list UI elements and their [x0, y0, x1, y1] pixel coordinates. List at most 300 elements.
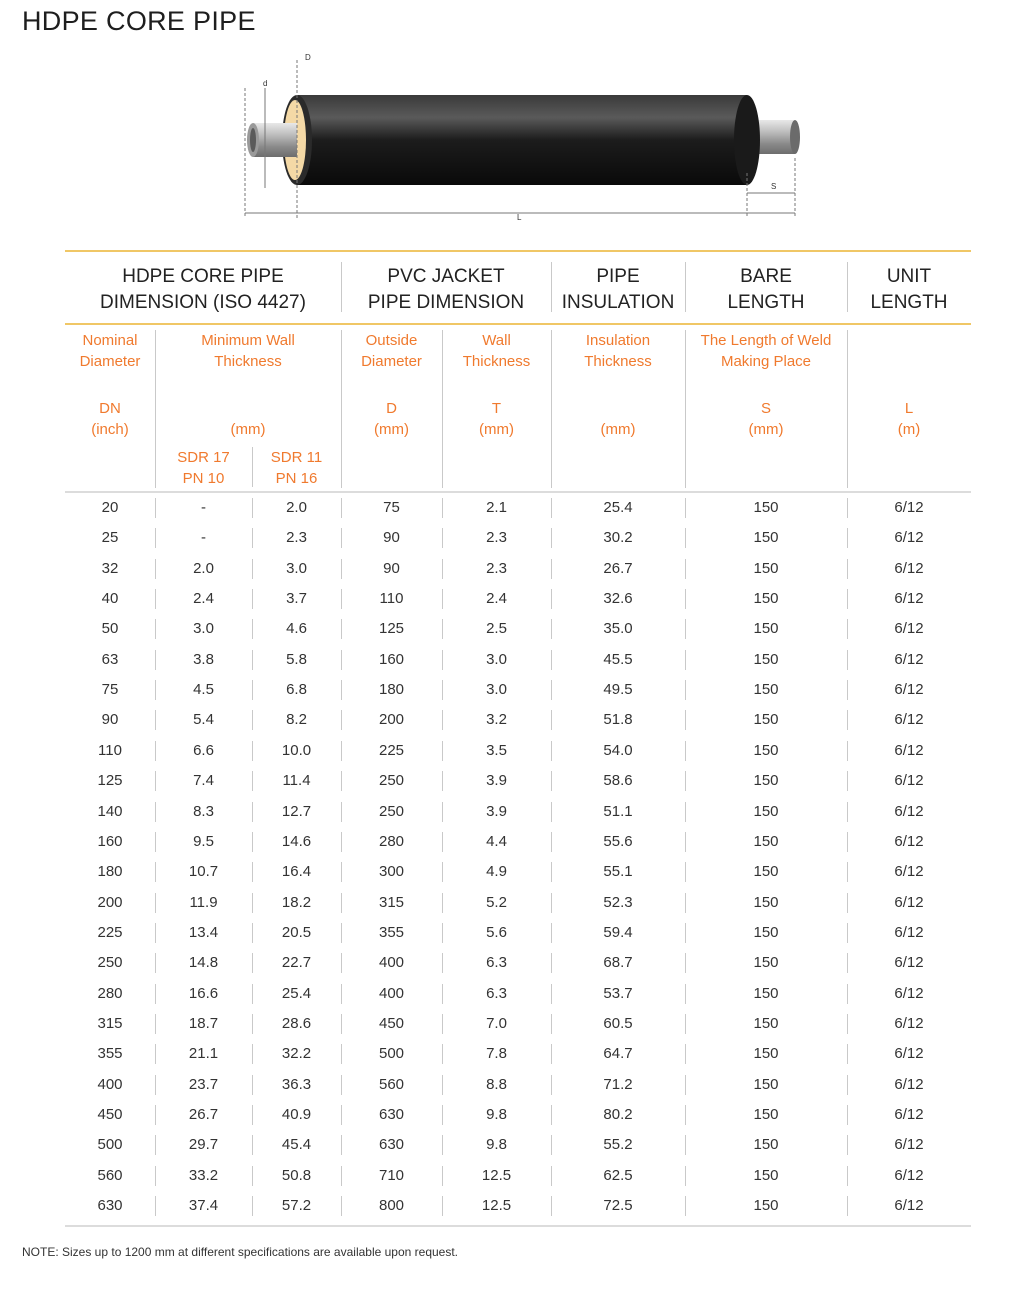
cell-bare-length: 150 [753, 984, 779, 1002]
row-separator [847, 680, 848, 700]
cell-insulation-thickness: 52.3 [603, 893, 633, 911]
cell-dn: 110 [98, 741, 122, 759]
table-row [65, 1100, 971, 1130]
row-separator [442, 559, 443, 579]
cell-outside-diameter: 200 [378, 711, 405, 729]
row-separator [155, 619, 156, 639]
row-separator [847, 953, 848, 973]
row-separator [442, 528, 443, 548]
row-separator [847, 710, 848, 730]
cell-dn: 400 [97, 1075, 123, 1093]
cell-bare-length: 150 [753, 954, 779, 972]
row-separator [442, 1014, 443, 1034]
row-separator [847, 619, 848, 639]
cell-bare-length: 150 [753, 1014, 779, 1032]
cell-sdr17: 33.2 [188, 1166, 219, 1184]
cell-outside-diameter: 125 [378, 620, 405, 638]
cell-insulation-thickness: 45.5 [603, 650, 633, 668]
row-separator [685, 923, 686, 943]
row-separator [155, 771, 156, 791]
cell-wall-thickness: 5.6 [486, 923, 507, 941]
cell-wall-thickness: 6.3 [486, 954, 507, 972]
diagram-label-d: d [263, 79, 268, 88]
cell-wall-thickness: 3.0 [486, 650, 507, 668]
cell-sdr17: 9.5 [193, 832, 214, 850]
row-separator [685, 680, 686, 700]
cell-bare-length: 150 [753, 1197, 779, 1215]
row-separator [551, 680, 552, 700]
cell-unit-length: 6/12 [894, 529, 924, 547]
cell-insulation-thickness: 64.7 [603, 1045, 633, 1063]
diagram-label-D: D [305, 53, 311, 62]
row-separator [442, 710, 443, 730]
row-separator [685, 741, 686, 761]
row-separator [341, 710, 342, 730]
row-separator [155, 559, 156, 579]
row-separator [341, 953, 342, 973]
row-separator [847, 650, 848, 670]
row-separator [551, 802, 552, 822]
row-separator [252, 802, 253, 822]
row-separator [551, 1166, 552, 1186]
row-separator [155, 1044, 156, 1064]
row-separator [551, 1135, 552, 1155]
row-separator [551, 1044, 552, 1064]
row-separator [341, 832, 342, 852]
row-separator [252, 559, 253, 579]
row-separator [155, 528, 156, 548]
cell-sdr11: 18.2 [281, 893, 312, 911]
row-separator [252, 923, 253, 943]
cell-unit-length: 6/12 [894, 1045, 924, 1063]
cell-sdr11: 4.6 [286, 620, 307, 638]
cell-dn: 250 [97, 954, 123, 972]
row-separator [551, 771, 552, 791]
table-row [65, 1191, 971, 1221]
table-row [65, 979, 971, 1009]
group-header-hdpe: HDPE CORE PIPE DIMENSION (ISO 4427) [100, 266, 306, 313]
row-separator [155, 1105, 156, 1125]
row-separator [341, 528, 342, 548]
row-separator [341, 1135, 342, 1155]
table-row [65, 827, 971, 857]
cell-dn: 200 [97, 893, 123, 911]
row-separator [551, 528, 552, 548]
row-separator [442, 1044, 443, 1064]
row-separator [252, 528, 253, 548]
cell-bare-length: 150 [753, 863, 779, 881]
row-separator [551, 498, 552, 518]
cell-insulation-thickness: 51.1 [603, 802, 633, 820]
row-separator [442, 771, 443, 791]
row-separator [442, 893, 443, 913]
cell-dn: 32 [101, 559, 119, 577]
cell-sdr17: 3.0 [193, 620, 214, 638]
cell-unit-length: 6/12 [894, 711, 924, 729]
cell-outside-diameter: 630 [378, 1136, 405, 1154]
row-separator [252, 1105, 253, 1125]
row-separator [341, 1105, 342, 1125]
cell-dn: 315 [97, 1014, 123, 1032]
cell-outside-diameter: 315 [378, 893, 405, 911]
cell-bare-length: 150 [753, 1136, 779, 1154]
cell-outside-diameter: 225 [378, 741, 405, 759]
row-separator [551, 1105, 552, 1125]
cell-bare-length: 150 [753, 499, 779, 516]
cell-wall-thickness: 2.4 [486, 590, 507, 608]
row-separator [155, 1166, 156, 1186]
table-row [65, 554, 971, 584]
symbol-d: D (mm) [374, 400, 409, 438]
row-separator [551, 589, 552, 609]
row-separator [442, 984, 443, 1004]
diagram-label-L: L [517, 213, 522, 222]
cell-unit-length: 6/12 [894, 984, 924, 1002]
row-separator [685, 1135, 686, 1155]
cell-bare-length: 150 [753, 923, 779, 941]
row-separator [155, 1196, 156, 1216]
cell-insulation-thickness: 30.2 [603, 529, 633, 547]
cell-wall-thickness: 6.3 [486, 984, 507, 1002]
sdr17-header: SDR 17 PN 10 [177, 449, 230, 487]
row-separator [252, 1166, 253, 1186]
row-separator [252, 1135, 253, 1155]
row-separator [847, 528, 848, 548]
row-separator [847, 1166, 848, 1186]
cell-dn: 125 [97, 772, 123, 790]
cell-bare-length: 150 [753, 529, 779, 547]
cell-wall-thickness: 7.8 [486, 1045, 507, 1063]
row-separator [847, 559, 848, 579]
row-separator [252, 1014, 253, 1034]
cell-sdr17: 5.4 [193, 711, 214, 729]
row-separator [252, 710, 253, 730]
cell-dn: 63 [101, 650, 119, 668]
row-separator [847, 498, 848, 518]
cell-wall-thickness: 4.9 [486, 863, 507, 881]
row-separator [847, 1196, 848, 1216]
cell-outside-diameter: 400 [378, 954, 405, 972]
cell-bare-length: 150 [753, 681, 779, 699]
row-separator [155, 1135, 156, 1155]
group-header-unit-length: UNIT LENGTH [870, 266, 948, 313]
row-separator [551, 741, 552, 761]
row-separator [252, 1196, 253, 1216]
table-row [65, 1039, 971, 1069]
group-header-bare-length: BARE LENGTH [727, 266, 805, 313]
row-separator [551, 832, 552, 852]
cell-bare-length: 150 [753, 711, 779, 729]
cell-outside-diameter: 355 [378, 923, 405, 941]
row-separator [685, 589, 686, 609]
cell-unit-length: 6/12 [894, 559, 924, 577]
cell-outside-diameter: 800 [378, 1197, 405, 1215]
cell-sdr11: 57.2 [281, 1197, 312, 1215]
subheader-weld-length: The Length of Weld Making Place [700, 332, 832, 370]
row-separator [847, 832, 848, 852]
row-separator [685, 953, 686, 973]
cell-sdr17: 23.7 [188, 1075, 219, 1093]
row-separator [847, 1105, 848, 1125]
cell-insulation-thickness: 59.4 [603, 923, 633, 941]
table-row [65, 736, 971, 766]
row-separator [252, 619, 253, 639]
row-separator [155, 589, 156, 609]
row-separator [341, 1075, 342, 1095]
row-separator [341, 1196, 342, 1216]
cell-insulation-thickness: 62.5 [603, 1166, 633, 1184]
cell-insulation-thickness: 58.6 [603, 772, 633, 790]
row-separator [341, 498, 342, 518]
cell-dn: 90 [101, 711, 119, 729]
cell-outside-diameter: 75 [383, 499, 400, 516]
cell-sdr17: 37.4 [188, 1197, 219, 1215]
cell-bare-length: 150 [753, 559, 779, 577]
row-separator [252, 862, 253, 882]
row-separator [685, 771, 686, 791]
row-separator [685, 710, 686, 730]
table-row [65, 584, 971, 614]
cell-dn: 140 [97, 802, 123, 820]
row-separator [155, 741, 156, 761]
symbol-s: S (mm) [748, 400, 784, 438]
page-title: HDPE CORE PIPE [22, 6, 256, 36]
cell-bare-length: 150 [753, 741, 779, 759]
table-row [65, 705, 971, 735]
cell-outside-diameter: 630 [378, 1106, 405, 1123]
row-separator [442, 862, 443, 882]
row-separator [341, 1166, 342, 1186]
table-row [65, 614, 971, 644]
cell-outside-diameter: 710 [378, 1166, 405, 1184]
row-separator [442, 923, 443, 943]
row-separator [341, 802, 342, 822]
row-separator [252, 953, 253, 973]
row-separator [341, 923, 342, 943]
row-separator [252, 680, 253, 700]
row-separator [155, 893, 156, 913]
row-separator [442, 680, 443, 700]
cell-unit-length: 6/12 [894, 832, 924, 850]
cell-wall-thickness: 3.5 [486, 741, 507, 759]
cell-sdr11: 45.4 [281, 1136, 312, 1154]
cell-wall-thickness: 3.9 [486, 802, 507, 820]
row-separator [685, 619, 686, 639]
cell-sdr17: 21.1 [188, 1045, 219, 1063]
cell-wall-thickness: 2.3 [486, 529, 507, 547]
row-separator [685, 862, 686, 882]
cell-sdr11: 5.8 [286, 650, 307, 668]
row-separator [252, 984, 253, 1004]
row-separator [155, 498, 156, 518]
cell-dn: 450 [97, 1106, 123, 1123]
symbol-min-wall-unit: (mm) [230, 421, 266, 438]
cell-unit-length: 6/12 [894, 893, 924, 911]
row-separator [551, 1196, 552, 1216]
table-row [65, 493, 971, 523]
cell-dn: 280 [97, 984, 123, 1002]
row-separator [442, 1075, 443, 1095]
row-separator [155, 953, 156, 973]
subheader-outside-diameter: Outside Diameter [361, 332, 422, 370]
row-separator [341, 862, 342, 882]
row-separator [847, 862, 848, 882]
row-separator [685, 893, 686, 913]
cell-dn: 630 [97, 1197, 123, 1215]
row-separator [442, 953, 443, 973]
row-separator [685, 1075, 686, 1095]
cell-bare-length: 150 [753, 832, 779, 850]
cell-wall-thickness: 2.1 [486, 499, 507, 516]
cell-wall-thickness: 9.8 [486, 1106, 507, 1123]
table-row [65, 1070, 971, 1100]
row-separator [341, 1044, 342, 1064]
cell-sdr11: 36.3 [281, 1075, 312, 1093]
row-separator [155, 862, 156, 882]
row-separator [341, 650, 342, 670]
cell-sdr11: 28.6 [281, 1014, 312, 1032]
cell-outside-diameter: 300 [378, 863, 405, 881]
row-separator [685, 1196, 686, 1216]
row-separator [551, 923, 552, 943]
cell-wall-thickness: 3.2 [486, 711, 507, 729]
row-separator [341, 893, 342, 913]
cell-wall-thickness: 12.5 [481, 1166, 512, 1184]
row-separator [551, 1075, 552, 1095]
cell-sdr11: 11.4 [282, 772, 311, 790]
row-separator [551, 893, 552, 913]
row-separator [685, 528, 686, 548]
row-separator [442, 832, 443, 852]
cell-bare-length: 150 [753, 590, 779, 608]
row-separator [442, 619, 443, 639]
row-separator [847, 589, 848, 609]
row-separator [252, 893, 253, 913]
cell-insulation-thickness: 71.2 [603, 1075, 633, 1093]
cell-dn: 40 [101, 590, 119, 608]
table-row [65, 675, 971, 705]
cell-unit-length: 6/12 [894, 1106, 924, 1123]
row-separator [442, 1166, 443, 1186]
sdr11-header: SDR 11 PN 16 [270, 449, 323, 487]
row-separator [685, 1044, 686, 1064]
row-separator [341, 1014, 342, 1034]
table-row [65, 1130, 971, 1160]
row-separator [155, 923, 156, 943]
cell-wall-thickness: 2.5 [486, 620, 507, 638]
table-row [65, 645, 971, 675]
table-row [65, 1009, 971, 1039]
row-separator [252, 589, 253, 609]
row-separator [341, 589, 342, 609]
row-separator [685, 1105, 686, 1125]
header-divider-rule [65, 323, 971, 325]
cell-bare-length: 150 [753, 1106, 779, 1123]
cell-sdr11: 20.5 [281, 923, 312, 941]
cell-unit-length: 6/12 [894, 499, 924, 516]
cell-sdr17: 13.4 [188, 923, 219, 941]
cell-bare-length: 150 [753, 1045, 779, 1063]
cell-sdr11: 10.0 [281, 741, 312, 759]
row-separator [685, 650, 686, 670]
cell-sdr11: 3.0 [286, 559, 307, 577]
cell-sdr17: 6.6 [193, 741, 214, 759]
cell-unit-length: 6/12 [894, 923, 924, 941]
cell-unit-length: 6/12 [894, 650, 924, 668]
cell-insulation-thickness: 51.8 [603, 711, 633, 729]
symbol-t: T (mm) [479, 400, 514, 438]
cell-bare-length: 150 [753, 893, 779, 911]
table-row [65, 888, 971, 918]
cell-outside-diameter: 90 [383, 529, 400, 547]
cell-sdr17: 11.9 [189, 893, 218, 911]
row-separator [155, 710, 156, 730]
row-separator [551, 1014, 552, 1034]
row-separator [252, 771, 253, 791]
cell-sdr11: 8.2 [286, 711, 307, 729]
cell-unit-length: 6/12 [894, 863, 924, 881]
row-separator [252, 650, 253, 670]
row-separator [847, 1044, 848, 1064]
row-separator [551, 619, 552, 639]
cell-sdr17: 29.7 [188, 1136, 219, 1154]
cell-dn: 180 [97, 863, 123, 881]
row-separator [685, 802, 686, 822]
table-row [65, 1161, 971, 1191]
cell-sdr11: 50.8 [281, 1166, 312, 1184]
cell-sdr11: 14.6 [281, 832, 312, 850]
cell-wall-thickness: 12.5 [481, 1197, 512, 1215]
row-separator [442, 650, 443, 670]
cell-sdr11: 12.7 [281, 802, 312, 820]
cell-dn: 560 [97, 1166, 123, 1184]
row-separator [847, 1135, 848, 1155]
cell-unit-length: 6/12 [894, 681, 924, 699]
cell-sdr11: 22.7 [281, 954, 312, 972]
row-separator [155, 984, 156, 1004]
cell-outside-diameter: 110 [379, 590, 404, 608]
table-row [65, 766, 971, 796]
cell-sdr11: 32.2 [281, 1045, 312, 1063]
cell-dn: 225 [97, 923, 123, 941]
cell-sdr17: 2.4 [193, 590, 214, 608]
subheader-min-wall-thickness: Minimum Wall Thickness [201, 332, 295, 370]
row-separator [847, 984, 848, 1004]
cell-sdr17: 7.4 [193, 772, 214, 790]
row-separator [341, 771, 342, 791]
table-row [65, 797, 971, 827]
cell-sdr17: 10.7 [188, 863, 219, 881]
cell-sdr17: 16.6 [188, 984, 219, 1002]
row-separator [551, 559, 552, 579]
row-separator [155, 832, 156, 852]
cell-sdr17: 14.8 [188, 954, 219, 972]
row-separator [442, 1135, 443, 1155]
cell-insulation-thickness: 55.6 [603, 832, 633, 850]
cell-sdr17: 4.5 [193, 681, 214, 699]
cell-outside-diameter: 90 [383, 559, 400, 577]
cell-sdr11: 16.4 [281, 863, 312, 881]
cell-sdr17: 26.7 [188, 1106, 219, 1123]
cell-insulation-thickness: 25.4 [603, 499, 633, 516]
cell-dn: 500 [97, 1136, 123, 1154]
row-separator [685, 1014, 686, 1034]
cell-outside-diameter: 160 [378, 650, 405, 668]
cell-insulation-thickness: 35.0 [603, 620, 633, 638]
cell-outside-diameter: 400 [378, 984, 405, 1002]
cell-sdr11: 6.8 [286, 681, 307, 699]
row-separator [847, 893, 848, 913]
